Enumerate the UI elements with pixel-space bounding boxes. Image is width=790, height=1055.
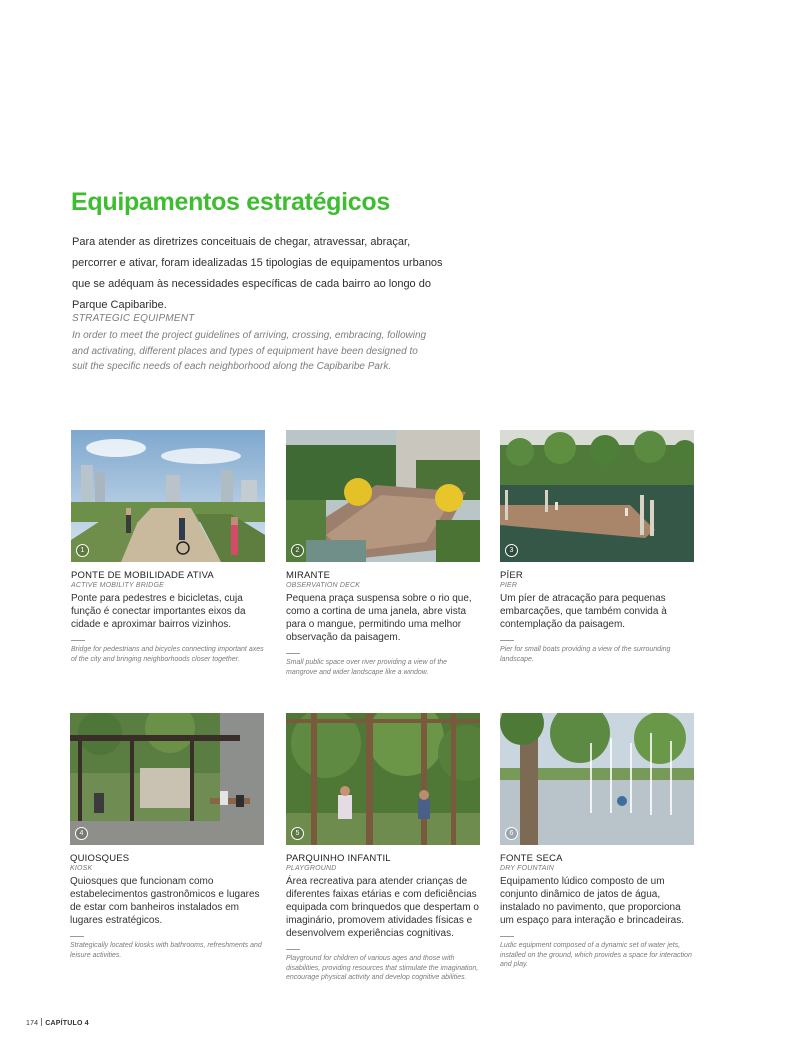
- item-name: QUIOSQUES: [70, 853, 130, 864]
- item-number-badge: 1: [76, 544, 89, 557]
- item-description-english: Strategically located kiosks with bathrooms, refreshments and leisure activities.: [70, 942, 262, 959]
- divider: [70, 936, 84, 937]
- pier-photo: [500, 430, 694, 562]
- card-pier: [500, 430, 694, 664]
- kiosk-photo: [70, 713, 264, 845]
- divider: [286, 653, 300, 654]
- item-name: FONTE SECA: [500, 853, 563, 864]
- item-number-badge: 4: [75, 827, 88, 840]
- page-number: 174: [26, 1020, 39, 1027]
- item-number-badge: 3: [505, 544, 518, 557]
- item-name: PÍER: [500, 570, 523, 581]
- item-subtitle: PLAYGROUND: [286, 865, 337, 872]
- divider: [71, 640, 85, 641]
- chapter-label: CAPÍTULO 4: [45, 1020, 89, 1027]
- card-dry-fountain: [500, 713, 694, 970]
- playground-photo: [286, 713, 480, 845]
- item-name: PONTE DE MOBILIDADE ATIVA: [71, 570, 214, 581]
- footer-separator: [41, 1018, 42, 1026]
- item-subtitle: DRY FOUNTAIN: [500, 865, 554, 872]
- observation-deck-photo: [286, 430, 480, 562]
- item-description-english: Ludic equipment composed of a dynamic set of water jets, installed on the ground, which provides a space for interaction and play.: [500, 942, 692, 969]
- item-name: MIRANTE: [286, 570, 331, 581]
- item-subtitle: KIOSK: [70, 865, 93, 872]
- item-description-english: Small public space over river providing a view of the mangrove and wider landscape like a window.: [286, 659, 448, 676]
- item-number-badge: 6: [505, 827, 518, 840]
- item-description: Equipamento lúdico composto de um conjunto dinâmico de jatos de água, instalado no pavimento, que proporciona um espaço para interação e brincadeiras.: [500, 876, 684, 926]
- intro-portuguese: Para atender as diretrizes conceituais de chegar, atravessar, abraçar, percorrer e ativar, foram idealizadas 15 tipologias de equipamentos urbanos que se adéquam às necessidades específicas de cada bairro ao longo do Parque Capibaribe.: [72, 236, 443, 311]
- item-subtitle: ACTIVE MOBILITY BRIDGE: [71, 582, 164, 589]
- bridge-photo: [71, 430, 265, 562]
- item-number-badge: 5: [291, 827, 304, 840]
- item-description: Ponte para pedestres e bicicletas, cuja função é conectar importantes eixos da cidade e aproximar bairros vizinhos.: [71, 593, 246, 630]
- item-description: Um píer de atracação para pequenas embarcações, que também convida à contemplação da paisagem.: [500, 593, 667, 630]
- item-description-english: Playground for children of various ages and those with disabilities, providing resources that stimulate the imagination, encourage physical activity and develop cognitive abilities.: [286, 955, 479, 982]
- card-active-mobility-bridge: [71, 430, 265, 664]
- item-subtitle: PIER: [500, 582, 518, 589]
- card-kiosk: [70, 713, 264, 960]
- item-description-english: Bridge for pedestrians and bicycles connecting important axes of the city and bringing neighborhoods closer together.: [71, 646, 264, 663]
- item-description: Pequena praça suspensa sobre o rio que, como a cortina de uma janela, abre vista para o mangue, permitindo uma melhor observação da paisagem.: [286, 593, 472, 643]
- intro-english-heading: STRATEGIC EQUIPMENT: [72, 313, 195, 324]
- item-description: Quiosques que funcionam como estabelecimentos gastronômicos e lugares de estar com banheiros instalados em lugares estratégicos.: [70, 876, 260, 926]
- item-subtitle: OBSERVATION DECK: [286, 582, 361, 589]
- card-observation-deck: [286, 430, 480, 677]
- item-number-badge: 2: [291, 544, 304, 557]
- divider: [286, 949, 300, 950]
- item-name: PARQUINHO INFANTIL: [286, 853, 391, 864]
- page-title: Equipamentos estratégicos: [71, 188, 390, 216]
- page-footer: [26, 1018, 89, 1027]
- item-description-english: Pier for small boats providing a view of the surrounding landscape.: [500, 646, 671, 663]
- divider: [500, 640, 514, 641]
- card-playground: [286, 713, 480, 983]
- dry-fountain-photo: [500, 713, 694, 845]
- intro-english: In order to meet the project guidelines of arriving, crossing, embracing, following and activating, different places and types of equipment have been designed to suit the specific needs of each neighborhood along the Capibaribe Park.: [72, 330, 427, 372]
- divider: [500, 936, 514, 937]
- item-description: Área recreativa para atender crianças de diferentes faixas etárias e com deficiências equipada com brinquedos que despertam o imaginário, promovem atividades físicas e desenvolvem experiências cognitivas.: [286, 876, 479, 939]
